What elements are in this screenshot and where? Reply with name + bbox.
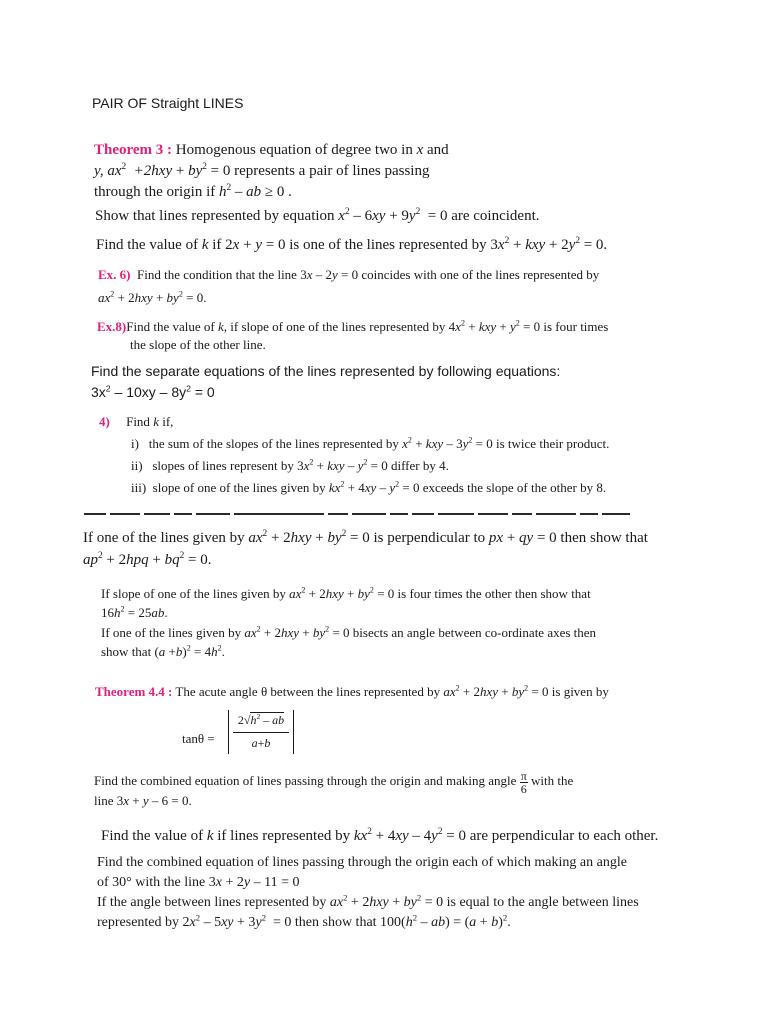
q-text: slope of one of the lines given by [152,480,326,495]
question-four-times [101,584,768,622]
question-perpendicular [83,527,768,571]
op: + [479,915,488,930]
page-title [92,95,768,111]
sup: 2 [105,383,111,394]
clipped-text-line [84,508,674,522]
sup: 2 [460,318,465,328]
math-var: bq [164,552,180,568]
sup: 2 [301,585,306,595]
math-var: ab [246,184,262,200]
math-var: x [306,267,313,282]
q-text: – 11 = 0 [253,875,300,890]
q-text: = 0 exceeds the slope of the other by 8. [402,480,607,495]
math-var: y [243,875,251,890]
q-text: = 0 is twice their product. [475,436,610,451]
math-var: a [158,644,166,659]
math-var: y [408,208,416,224]
q-text: = 0. [188,552,212,568]
math-var: hxy [479,684,499,699]
q-text: Find the combined equation of lines passing through the origin each of which making an angle [97,855,627,870]
math-term: – 10xy – 8y [114,384,187,400]
math-var: h [211,644,218,659]
math-var: kxy [327,458,345,473]
q-text: = 0 is four times the other then show that [377,586,591,601]
op: + 2 [106,552,127,568]
sup: 2 [344,207,350,217]
q-text: = 0 is one of the lines represented by 3 [265,237,498,253]
op: + 3 [237,915,256,930]
math-var: kxy [525,237,546,253]
math-var: x [455,319,461,334]
op: – 5 [203,915,222,930]
op: + 2 [548,237,569,253]
math-var: a [469,915,477,930]
sup: 2 [363,457,368,467]
math-var: kxy [478,319,497,334]
example-6-line1 [98,263,768,286]
math-var: by [403,895,417,910]
math-var: by [312,625,326,640]
math-var: k, [217,319,227,334]
math-var: y [331,267,338,282]
op: + 2 [308,586,326,601]
math-var: ab [151,605,165,620]
op: + [506,530,516,546]
fraction-bar [233,732,289,733]
math-var: x [497,237,505,253]
question-perpendicular-k [101,828,768,845]
pi-over-6-fraction [520,770,528,795]
math-var: y [462,436,469,451]
math-var: x [402,436,408,451]
q-text: . [164,605,168,620]
question-angle-equal-line2 [97,913,768,933]
sqrt-icon: √ [243,713,251,727]
op: + [392,895,401,910]
math-var: y, [94,163,104,179]
q-text: . [221,644,225,659]
math-var: hpq [126,552,149,568]
math-var: y [255,237,262,253]
math-var: h [218,184,227,200]
question-4 [99,411,768,499]
sup: 2 [121,162,127,172]
fraction-numerator [233,713,289,728]
sup: 2 [412,912,418,923]
q-text: Find the value of [126,319,215,334]
op: – [263,713,270,727]
math-var: hxy [134,290,153,305]
math-var: by [327,530,342,546]
separate-heading-text: Find the separate equations of the lines represented by following equations: [91,363,561,379]
sup: 2 [256,712,261,721]
q-text: the slope of the other line. [130,337,266,352]
question-find-k [96,237,768,254]
sup: 2 [262,529,268,539]
fraction-numerator: π [520,768,527,783]
math-var: k [201,237,209,253]
sup: 2 [455,683,460,693]
separate-heading [91,363,768,379]
op: + 2 [462,684,480,699]
sup: 2 [515,318,520,328]
q-text: = 0 then show that [536,530,648,546]
sup: 2 [575,236,580,246]
op: + [499,319,507,334]
example-6-label: Ex. 6) [98,267,131,282]
math-var: h [405,915,413,930]
q-text: show that ( [101,644,159,659]
op: + [243,237,252,253]
math-var: y [142,793,149,808]
sup: 2 [468,435,473,445]
q-text: if lines represented by [217,828,351,844]
op: – [347,458,355,473]
math-var: x [189,915,196,930]
op: + [168,644,176,659]
question-perpendicular-line2 [83,549,768,571]
q-text: if 2 [212,237,233,253]
fraction-denominator: 6 [520,781,527,796]
abs-value-fraction [228,710,294,754]
sqrt-radicand [250,712,284,727]
sup: 2 [261,912,266,923]
math-var: ax [98,290,111,305]
math-var: b [175,644,183,659]
op: + [347,586,355,601]
q-text: = 0 is perpendicular to [350,530,486,546]
math-var: xy [372,208,386,224]
q-text: If one of the lines given by [83,530,245,546]
math-term: +2hxy [133,163,173,179]
separate-equation [91,384,768,400]
op: – [420,915,428,930]
theorem-3-label: Theorem 3 : [94,142,173,158]
question-bisects-line2 [101,642,768,661]
op: + [415,436,423,451]
q-text: = 0 coincides with one of the lines represented by [341,267,600,282]
q-text: Find the value of [101,828,204,844]
q-text: slopes of lines represent by 3 [152,458,304,473]
sup: 2 [407,435,412,445]
question-combined-pi6-line1 [94,766,768,796]
math-var: ax [248,530,263,546]
math-var: ax [244,625,257,640]
item-num: ii) [131,458,143,473]
math-var: y [568,237,576,253]
example-6 [98,263,768,309]
q-text: = 0 differ by 4. [370,458,449,473]
sup: 2 [309,457,314,467]
q-text: if slope of one of the lines represented by 4 [230,319,456,334]
math-var: ax [289,586,302,601]
example-8 [97,318,768,354]
question-combined-30-line2 [97,873,768,893]
math-term: 2 [237,713,244,727]
math-var: hxy [280,625,300,640]
sup: 2 [504,236,510,246]
math-var: kx [328,480,341,495]
sup: 2 [202,162,207,172]
sup: 2 [256,624,261,634]
q-text: = 0 is given by [531,684,609,699]
math-var: hxy [325,586,344,601]
sup: 2 [437,827,443,837]
theorem-3-text: and [427,142,449,158]
question-combined-30 [97,853,768,893]
sup: 2 [179,551,185,561]
q-text: If the angle between lines represented by [97,895,327,910]
math-var: hxy [290,530,312,546]
q-text: = 0 are perpendicular to each other. [446,828,659,844]
sup: 2 [415,207,421,217]
sup: 2 [120,604,125,614]
q-text: = 0 bisects an angle between co-ordinate axes then [332,625,597,640]
q-text: Find the value of [96,237,199,253]
op: + [132,793,140,808]
theorem-3-line3 [94,182,768,203]
item-num: iii) [131,480,147,495]
op: + [152,552,161,568]
op: – 6 [353,208,373,224]
math-var: ax [443,684,456,699]
op: + 2 [350,895,370,910]
example-8-label: Ex.8) [97,319,127,334]
op: + [155,290,164,305]
q-text: = 0. [186,290,207,305]
math-var: xy [364,480,377,495]
q-text: . [507,915,511,930]
q-text: Find [126,414,150,429]
op: + 2 [270,530,291,546]
theorem-3-line2 [94,161,768,182]
sup: 2 [195,912,201,923]
q-text: ) = ( [445,915,470,930]
op: – [234,184,243,200]
q-text: = 0 then show that 100( [273,915,406,930]
example-6-line2 [98,286,768,309]
sup: 2 [186,643,191,653]
math-var: by [511,684,525,699]
op: + [501,684,509,699]
op: + 4 [347,480,365,495]
sup: 2 [369,585,374,595]
op: – 2 [315,267,332,282]
math-var: qy [519,530,534,546]
op: + 2 [117,290,135,305]
q-text: represented by 2 [97,915,190,930]
q-text: ) [498,915,503,930]
fraction-denominator [233,736,289,751]
page-title-text: PAIR OF Straight LINES [92,95,244,111]
theorem-3-text: ≥ 0 . [264,184,292,200]
math-var: y [255,915,262,930]
op: = 25 [127,605,152,620]
question-4-iii [99,477,768,499]
theorem-4-4-label: Theorem 4.4 : [95,684,173,699]
math-var: ab [272,713,285,727]
question-angle-equal-line1 [97,893,768,913]
question-4-ii [99,455,768,477]
math-var: x [416,142,424,158]
question-bisects [101,623,768,661]
question-four-times-line1 [101,584,768,603]
q-text: = 0 is four times [523,319,609,334]
op: + [512,237,522,253]
question-bisects-line1 [101,623,768,642]
math-var: h [250,713,257,727]
q-text: The acute angle θ between the lines represented by [175,684,441,699]
sup: 2 [226,183,232,193]
math-var: x [215,875,222,890]
q-text: If slope of one of the lines given by [101,586,286,601]
sup: 2 [178,289,183,299]
theorem-3-line1 [94,140,768,161]
math-var: ab [431,915,446,930]
q-text: ) [182,644,187,659]
question-perpendicular-line1 [83,527,768,549]
math-var: y [509,319,516,334]
math-var: y [431,828,438,844]
op: = 4 [194,644,212,659]
op: – [379,480,387,495]
math-var: by [357,586,370,601]
math-term: 3x [91,384,106,400]
op: + 4 [375,828,396,844]
math-var: xy [221,915,234,930]
sup: 2 [217,643,222,653]
op: + [302,625,310,640]
math-var: h [114,605,121,620]
math-var: ax [107,163,122,179]
math-var: b [491,915,499,930]
sup: 2 [416,892,422,903]
q-text: Find the combined equation of lines passing through the origin and making angle [94,773,517,788]
example-8-line1 [97,318,768,336]
theorem-3-text: Homogenous equation of degree two in [175,142,413,158]
question-4-intro [99,411,768,433]
sup: 2 [395,479,400,489]
q-text: of 30° with the line 3 [97,875,216,890]
q-text: the sum of the slopes of the lines represented by [148,436,399,451]
math-var: kx [353,828,368,844]
question-angle-equal [97,893,768,933]
q-text: If one of the lines given by [101,625,242,640]
sup: 2 [110,289,115,299]
question-combined-pi6 [94,766,768,808]
math-var: x [303,458,310,473]
math-var: a [251,736,258,750]
question-combined-30-line1 [97,853,768,873]
math-var: x [123,793,130,808]
math-var: y [357,458,364,473]
q-text: line 3 [94,793,124,808]
q-text: with the [531,773,574,788]
math-var: by [166,290,179,305]
question-4-i [99,433,768,455]
op: + [315,530,324,546]
op: + [468,319,476,334]
theorem-4-4 [95,684,768,700]
question-4-label: 4) [99,414,110,429]
theorem-3-text: = 0 represents a pair of lines passing [210,163,430,179]
math-var: x [338,208,345,224]
math-term: = 0 [194,384,215,400]
math-var: px [488,530,504,546]
math-var: kxy [425,436,444,451]
op: + 2 [225,875,244,890]
theorem-3 [94,140,768,203]
q-text: Find the condition that the line 3 [137,267,307,282]
question-four-times-line2 [101,603,768,622]
math-var: by [188,163,203,179]
op: + 9 [389,208,409,224]
tan-label: tanθ = [182,731,215,746]
sup: 2 [98,551,103,561]
op: + [257,736,265,750]
sup: 2 [367,827,372,837]
math-var: ap [83,552,98,568]
q-text: = 0 is equal to the angle between lines [424,895,639,910]
math-var: y [389,480,396,495]
item-num: i) [131,436,139,451]
sup: 2 [524,683,529,693]
op: – 4 [412,828,432,844]
op: + [175,163,185,179]
op: – 3 [446,436,463,451]
math-var: b [264,736,271,750]
math-var: x [232,237,240,253]
q-text: if, [162,414,174,429]
sup: 2 [325,624,330,634]
math-term: 16 [101,605,114,620]
sup: 2 [343,892,348,903]
question-combined-pi6-line2 [94,794,768,808]
math-var: xy [395,828,409,844]
q-text: = 0 are coincident. [427,208,540,224]
sup: 2 [186,383,191,394]
sup: 2 [341,529,347,539]
example-8-line2 [97,336,768,354]
theorem-3-text: through the origin if [94,184,216,200]
q-text: Show that lines represented by equation [95,208,335,224]
sup: 2 [502,912,508,923]
math-var: hxy [369,895,389,910]
q-text: – 6 = 0. [151,793,192,808]
math-var: ax [329,895,344,910]
math-var: k [206,828,214,844]
q-text: = 0. [583,237,608,253]
sup: 2 [340,479,345,489]
op: + 2 [263,625,281,640]
math-var: k [153,414,159,429]
op: + [316,458,324,473]
question-coincident [95,208,768,225]
